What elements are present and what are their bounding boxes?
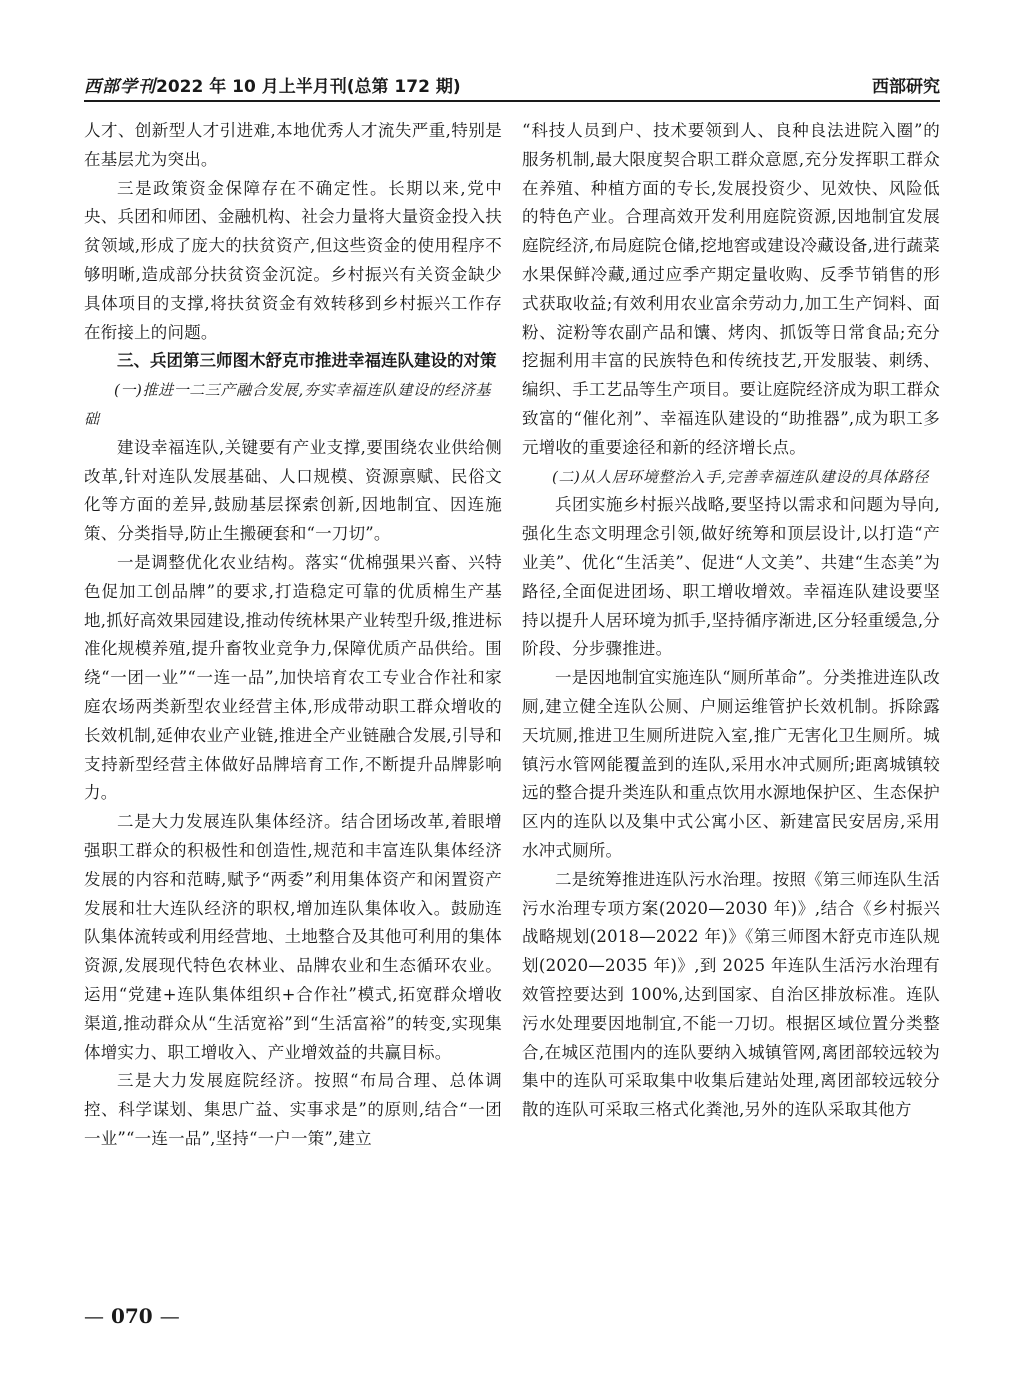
paragraph: 三是大力发展庭院经济。按照“布局合理、总体调控、科学谋划、集思广益、实事求是”的原则,结合“一团一业”“一连一品”,坚持“一户一策”,建立 — [84, 1071, 502, 1148]
paragraph: 一是因地制宜实施连队“厕所革命”。分类推进连队改厕,建立健全连队公厕、户厕运维管护长效机制。拆除露天坑厕,推进卫生厕所进院入室,推广无害化卫生厕所。城镇污水管网能覆盖到的连队,采用水冲式厕所;距离城镇较远的整合提升类连队和重点饮用水源地保护区、生态保护区内的连队以及集中式公寓小区、新建富民安居房,采用水冲式厕所。 — [522, 668, 940, 860]
page-number: 070 — [110, 1304, 153, 1328]
right-column — [522, 117, 940, 1125]
paragraph: 兵团实施乡村振兴战略,要坚持以需求和问题为导向,强化生态文明理念引领,做好统筹和顶层设计,以打造“产业美”、优化“生活美”、促进“人文美”、共建“生态美”为路径,全面促进团场、职工增收增效。幸福连队建设要坚持以提升人居环境为抓手,坚持循序渐进,区分轻重缓急,分阶段、分步骤推进。 — [522, 495, 940, 659]
page-footer — [84, 1304, 180, 1328]
paragraph: 二是统筹推进连队污水治理。按照《第三师连队生活污水治理专项方案(2020—2030 年)》,结合《乡村振兴战略规划(2018—2022 年)》《第三师图木舒克市连队规划(2020—2035 年)》,到 2025 年连队生活污水治理有效管控要达到 100%,达到国家、自治区排放标准。连队污水处理要因地制宜,不能一刀切。根据区域位置分类整合,在城区范围内的连队要纳入城镇管网,离团部较远较为集中的连队可采取集中收集后建站处理,离团部较远较分散的连队可采取三格式化粪池,另外的连队采取其他方 — [522, 869, 940, 1120]
running-header — [84, 70, 940, 100]
paragraph: 人才、创新型人才引进难,本地优秀人才流失严重,特别是在基层尤为突出。 — [84, 121, 502, 169]
subsection-heading: (二)从人居环境整治入手,完善幸福连队建设的具体路径 — [552, 467, 930, 486]
footer-dash-left: — — [84, 1304, 104, 1328]
paragraph: “科技人员到户、技术要领到人、良种良法进院入圈”的服务机制,最大限度契合职工群众意愿,充分发挥职工群众在养殖、种植方面的专长,发展投资少、见效快、风险低的特色产业。合理高效开发利用庭院资源,因地制宜发展庭院经济,布局庭院仓储,挖地窖或建设冷藏设备,进行蔬菜水果保鲜冷藏,通过应季产期定量收购、反季节销售的形式获取收益;有效利用农业富余劳动力,加工生产饲料、面粉、淀粉等农副产品和馕、烤肉、抓饭等日常食品;充分挖掘利用丰富的民族特色和传统技艺,开发服装、刺绣、编织、手工艺品等生产项目。要让庭院经济成为职工群众致富的“催化剂”、幸福连队建设的“助推器”,成为职工多元增收的重要途径和新的经济增长点。 — [522, 121, 940, 457]
section-heading: 三、兵团第三师图木舒克市推进幸福连队建设的对策 — [117, 351, 497, 371]
journal-masthead — [84, 72, 461, 97]
journal-logo: 西部学刊 — [84, 77, 156, 97]
paragraph: 三是政策资金保障存在不确定性。长期以来,党中央、兵团和师团、金融机构、社会力量将大量资金投入扶贫领域,形成了庞大的扶贫资产,但这些资金的使用程序不够明晰,造成部分扶贫资金沉淀。乡村振兴有关资金缺少具体项目的支撑,将扶贫资金有效转移到乡村振兴工作存在衔接上的问题。 — [84, 178, 502, 342]
footer-dash-right: — — [159, 1304, 180, 1328]
section-name: 西部研究 — [872, 77, 940, 97]
header-divider — [84, 100, 940, 102]
left-column — [84, 117, 502, 1154]
issue-info: 2022 年 10 月上半月刊(总第 172 期) — [156, 77, 461, 97]
paragraph: 二是大力发展连队集体经济。结合团场改革,着眼增强职工群众的积极性和创造性,规范和丰富连队集体经济发展的内容和范畴,赋予“两委”利用集体资产和闲置资产发展和壮大连队经济的职权,增加连队集体收入。鼓励连队集体流转或利用经营地、土地整合及其他可利用的集体资源,发展现代特色农林业、品牌农业和生态循环农业。运用“党建+连队集体组织+合作社”模式,拓宽群众增收渠道,推动群众从“生活宽裕”到“生活富裕”的转变,实现集体增实力、职工增收入、产业增效益的共赢目标。 — [84, 812, 502, 1062]
paragraph: 一是调整优化农业结构。落实“优棉强果兴畜、兴特色促加工创品牌”的要求,打造稳定可靠的优质棉生产基地,抓好高效果园建设,推动传统林果产业转型升级,推进标准化规模养殖,提升畜牧业竞争力,保障优质产品供给。围绕“一团一业”“一连一品”,加快培育农工专业合作社和家庭农场两类新型农业经营主体,形成带动职工群众增收的长效机制,延伸农业产业链,推进全产业链融合发展,引导和支持新型经营主体做好品牌培育工作,不断提升品牌影响力。 — [84, 552, 502, 803]
paragraph: 建设幸福连队,关键要有产业支撑,要围绕农业供给侧改革,针对连队发展基础、人口规模、资源禀赋、民俗文化等方面的差异,鼓励基层探索创新,因地制宜、因连施策、分类指导,防止生搬硬套和“一刀切”。 — [84, 437, 502, 544]
subsection-heading: (一)推进一二三产融合发展,夯实幸福连队建设的经济基础 — [84, 381, 492, 428]
